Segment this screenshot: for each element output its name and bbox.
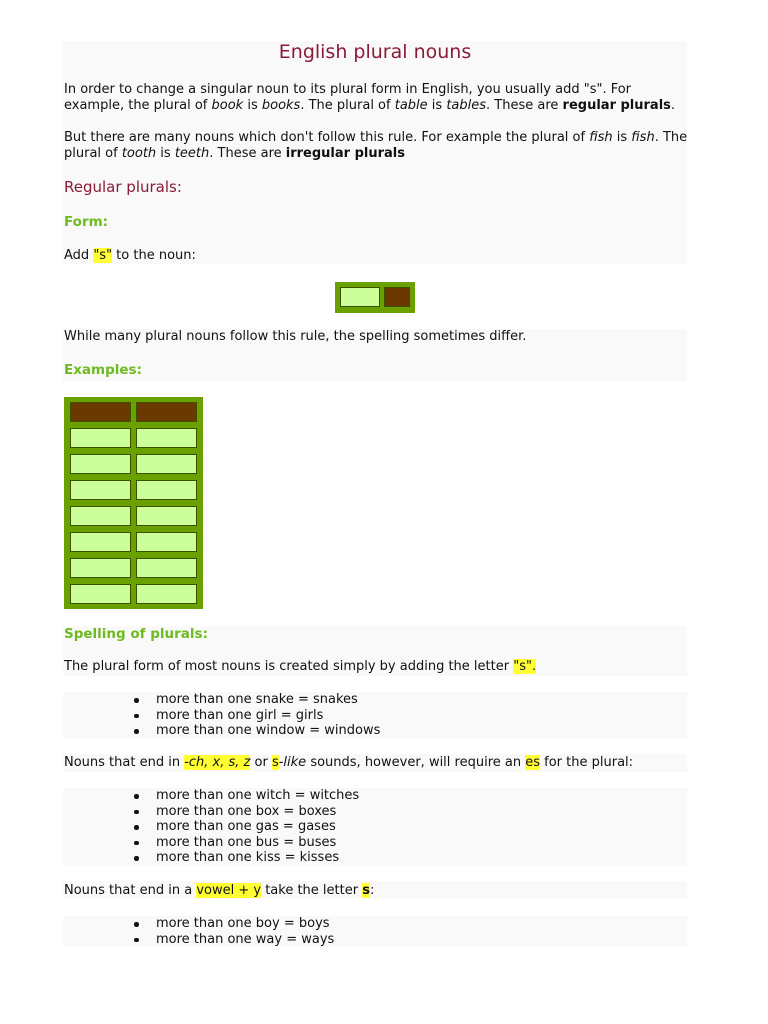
examples-table-cell xyxy=(136,532,197,552)
examples-table-cell xyxy=(136,480,197,500)
intro-paragraph-2: But there are many nouns which don't follow this rule. For example the plural of fish is fish. The plural of tooth is teeth. These are irregular plurals xyxy=(64,130,688,161)
examples-table-cell xyxy=(136,558,197,578)
list-item: more than one bus = buses xyxy=(63,835,687,851)
examples-table-cell xyxy=(70,532,131,552)
examples-table-cell xyxy=(136,584,197,604)
list-item: more than one way = ways xyxy=(63,932,687,948)
list-item: more than one window = windows xyxy=(63,723,687,739)
es-examples-list xyxy=(63,788,687,866)
form-heading: Form: xyxy=(64,214,109,230)
form-text: Add "s" to the noun: xyxy=(64,248,196,263)
examples-table-cell xyxy=(136,428,197,448)
examples-table-cell xyxy=(136,506,197,526)
examples-table-cell xyxy=(70,454,131,474)
examples-table-cell xyxy=(70,506,131,526)
examples-table-cell xyxy=(70,428,131,448)
es-rule: Nouns that end in -ch, x, s, z or s-like sounds, however, will require an es for the plural: xyxy=(64,755,634,770)
vowel-y-rule: Nouns that end in a vowel + y take the letter s: xyxy=(64,883,375,898)
intro-paragraph-1: In order to change a singular noun to its plural form in English, you usually add "s". For example, the plural of book is books. The plural of table is tables. These are regular plurals. xyxy=(64,82,676,113)
spelling-heading: Spelling of plurals: xyxy=(64,626,208,642)
vowel-y-examples-list xyxy=(63,916,687,947)
regular-examples-list xyxy=(63,692,687,739)
page-title: English plural nouns xyxy=(278,41,472,63)
regular-plurals-heading: Regular plurals: xyxy=(64,178,182,196)
list-item: more than one gas = gases xyxy=(63,819,687,835)
examples-table-cell xyxy=(70,480,131,500)
list-item: more than one boy = boys xyxy=(63,916,687,932)
form-table xyxy=(335,282,415,313)
rule-note: While many plural nouns follow this rule, the spelling sometimes differ. xyxy=(64,329,527,344)
examples-table-header xyxy=(136,402,197,422)
examples-heading: Examples: xyxy=(64,362,142,378)
form-table-cell-suffix xyxy=(384,287,410,307)
list-item: more than one snake = snakes xyxy=(63,692,687,708)
examples-table-header xyxy=(70,402,131,422)
spelling-intro: The plural form of most nouns is created simply by adding the letter "s". xyxy=(64,659,537,674)
examples-table-cell xyxy=(70,558,131,578)
examples-table-cell xyxy=(136,454,197,474)
list-item: more than one box = boxes xyxy=(63,804,687,820)
list-item: more than one witch = witches xyxy=(63,788,687,804)
form-table-cell-noun xyxy=(340,287,380,307)
list-item: more than one girl = girls xyxy=(63,708,687,724)
examples-table-cell xyxy=(70,584,131,604)
list-item: more than one kiss = kisses xyxy=(63,850,687,866)
examples-table xyxy=(64,397,203,609)
